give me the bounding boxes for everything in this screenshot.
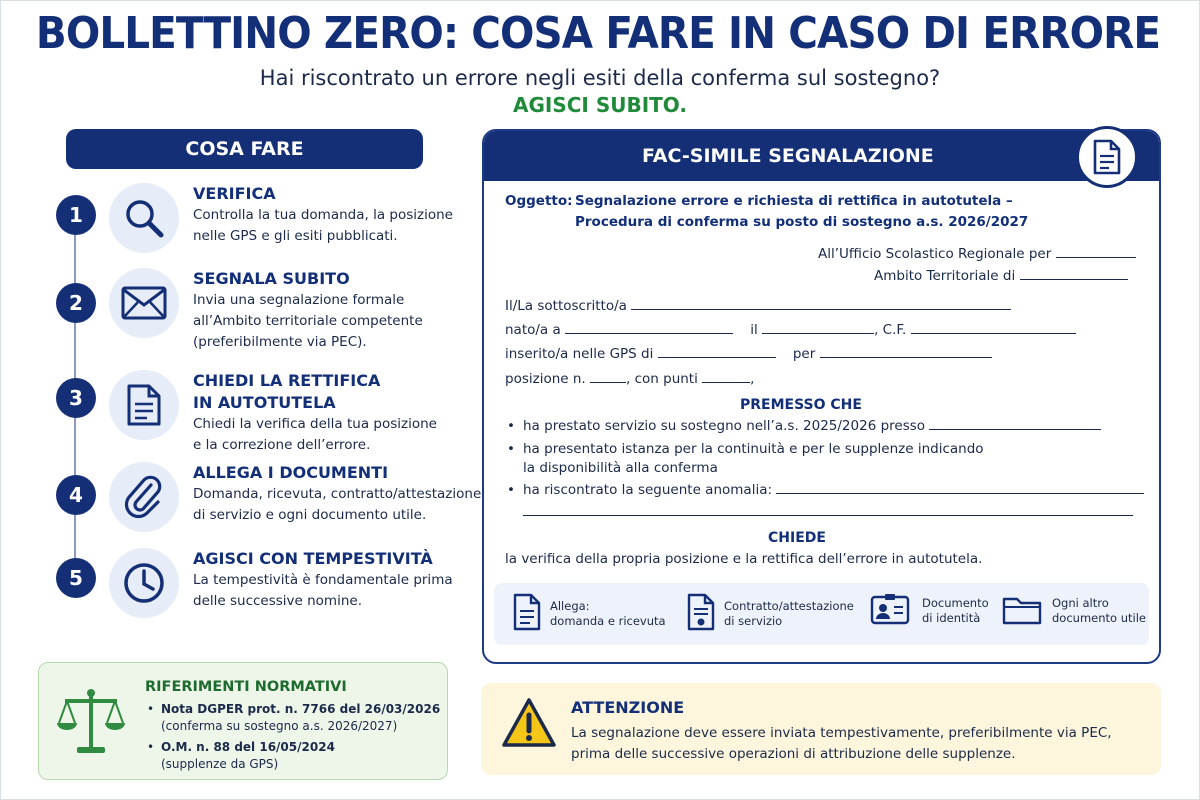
step-tempestivita (50, 548, 470, 638)
attachment-item: Documento di identità (870, 593, 989, 629)
warning-heading: ATTENZIONE (571, 698, 685, 717)
chiede-text: la verifica della propria posizione e la rettifica dell’errore in autotutela. (505, 551, 983, 567)
oggetto-line1: Segnalazione errore e richiesta di rettifica in autotutela – (575, 193, 1013, 209)
premesso-item: • ha riscontrato la seguente anomalia: (523, 482, 1144, 498)
attachment-item: Allega: domanda e ricevuta (512, 593, 666, 635)
step-allega (50, 462, 482, 552)
step-number: 1 (56, 195, 96, 235)
premesso-item: • ha prestato servizio su sostegno nell’a.s. 2025/2026 presso (523, 418, 1101, 434)
form-heading: FAC-SIMILE SEGNALAZIONE (484, 131, 1159, 181)
call-to-action: AGISCI SUBITO. (513, 93, 687, 117)
references-list (145, 701, 440, 777)
list-item: • O.M. n. 88 del 16/05/2024 (supplenze da GPS) (145, 739, 440, 773)
scale-of-justice-icon (53, 683, 129, 763)
attachment-item: Ogni altro documento utile (1002, 593, 1146, 629)
document-icon (109, 370, 179, 440)
oggetto-line2: Procedura di conferma su posto di sostegno a.s. 2026/2027 (575, 214, 1029, 230)
step-title: CHIEDI LA RETTIFICA (193, 371, 381, 390)
contract-icon (686, 593, 716, 635)
folder-icon (1002, 593, 1042, 629)
step-desc: di servizio e ogni documento utile. (193, 507, 427, 523)
blank-field[interactable] (631, 298, 1011, 310)
references-heading: RIFERIMENTI NORMATIVI (145, 679, 347, 695)
blank-field[interactable] (1056, 246, 1136, 258)
document-badge-icon (1076, 126, 1138, 188)
warning-icon (501, 697, 557, 753)
warning-text: La segnalazione deve essere inviata tempestivamente, preferibilmente via PEC, prima delle successive operazioni di attribuzione delle supplenze. (571, 725, 1112, 762)
page-title: BOLLETTINO ZERO: COSA FARE IN CASO DI ERRORE (35, 8, 1161, 59)
blank-field[interactable] (590, 371, 626, 383)
step-desc: Controlla la tua domanda, la posizione (193, 207, 453, 223)
blank-field[interactable] (565, 322, 733, 334)
paperclip-icon (109, 462, 179, 532)
step-desc: e la correzione dell’errore. (193, 437, 371, 453)
page-subtitle: Hai riscontrato un errore negli esiti della conferma sul sostegno? (259, 66, 941, 90)
step-desc: delle successive nomine. (193, 593, 362, 609)
oggetto-label: Oggetto: (505, 193, 573, 209)
addressee-line1: All’Ufficio Scolastico Regionale per (818, 246, 1136, 262)
sottoscritto-row: Il/La sottoscritto/a (505, 298, 1011, 314)
magnifier-icon (109, 183, 179, 253)
step-title: ALLEGA I DOCUMENTI (193, 463, 389, 482)
step-number: 4 (56, 475, 96, 515)
addressee-line2: Ambito Territoriale di (874, 268, 1128, 284)
step-desc: (preferibilmente via PEC). (193, 334, 367, 350)
step-title: AGISCI CON TEMPESTIVITÀ (193, 549, 433, 568)
references-box (38, 662, 448, 780)
blank-field[interactable] (929, 418, 1101, 430)
step-title: SEGNALA SUBITO (193, 269, 350, 288)
step-verifica (50, 183, 470, 273)
attachment-item: Contratto/attestazione di servizio (686, 593, 854, 635)
blank-field[interactable] (702, 371, 750, 383)
step-number: 5 (56, 558, 96, 598)
attachments-strip (494, 583, 1149, 645)
blank-field[interactable] (776, 482, 1144, 494)
cosa-fare-heading: COSA FARE (66, 129, 423, 169)
step-desc: Invia una segnalazione formale (193, 292, 405, 308)
anomaly-continuation (523, 504, 1133, 520)
document-lines-icon (512, 593, 542, 635)
blank-field[interactable] (911, 322, 1076, 334)
posizione-row: posizione n. , con punti , (505, 371, 755, 387)
premesso-heading: PREMESSO CHE (740, 397, 862, 413)
step-segnala (50, 268, 470, 358)
step-title: IN AUTOTUTELA (193, 393, 336, 412)
blank-field[interactable] (523, 504, 1133, 516)
blank-field[interactable] (820, 346, 992, 358)
step-number: 2 (56, 283, 96, 323)
step-number: 3 (56, 378, 96, 418)
clock-icon (109, 548, 179, 618)
step-desc: Domanda, ricevuta, contratto/attestazione (193, 486, 482, 502)
blank-field[interactable] (658, 346, 776, 358)
step-desc: nelle GPS e gli esiti pubblicati. (193, 228, 398, 244)
nato-row: nato/a a il , C.F. (505, 322, 1076, 338)
inserito-row: inserito/a nelle GPS di per (505, 346, 992, 362)
blank-field[interactable] (762, 322, 874, 334)
step-rettifica (50, 370, 470, 460)
premesso-item-cont: la disponibilità alla conferma (523, 460, 718, 476)
envelope-icon (109, 268, 179, 338)
warning-box (481, 683, 1161, 775)
chiede-heading: CHIEDE (768, 530, 826, 546)
id-card-icon (870, 593, 910, 629)
step-desc: Chiedi la verifica della tua posizione (193, 416, 437, 432)
premesso-item: • ha presentato istanza per la continuità e per le supplenze indicando (523, 441, 984, 457)
step-desc: all’Ambito territoriale competente (193, 313, 423, 329)
list-item: • Nota DGPER prot. n. 7766 del 26/03/2026 (conferma su sostegno a.s. 2026/2027) (145, 701, 440, 735)
step-title: VERIFICA (193, 184, 276, 203)
step-desc: La tempestività è fondamentale prima (193, 572, 453, 588)
blank-field[interactable] (1020, 268, 1128, 280)
